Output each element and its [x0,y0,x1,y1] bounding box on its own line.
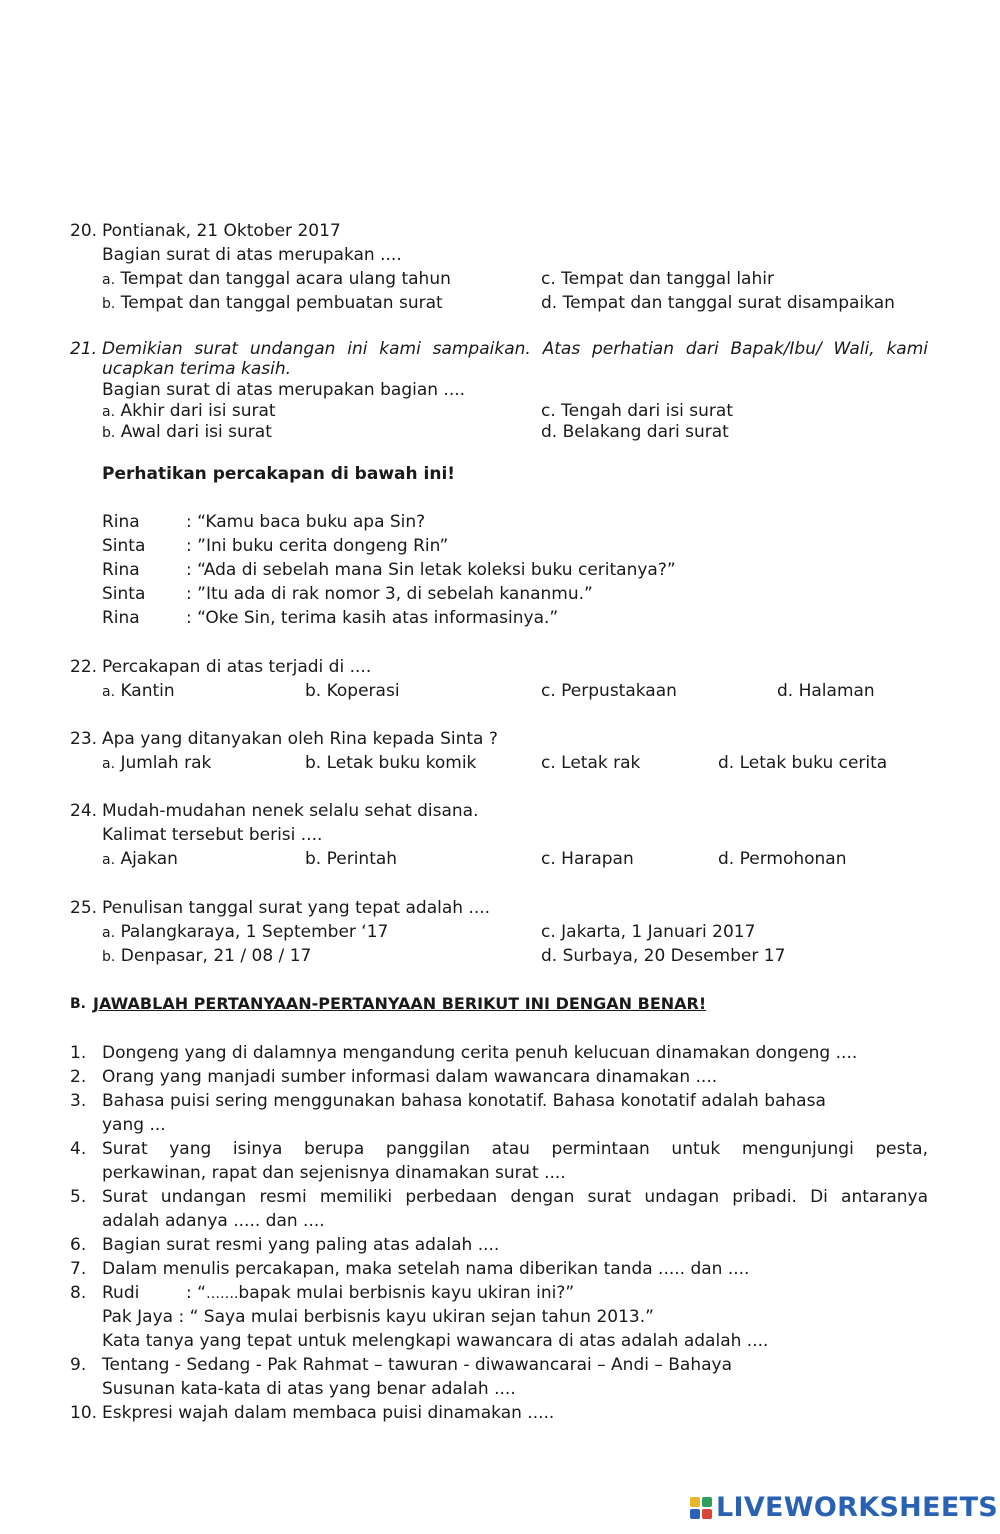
blank-dots: ……. [205,1286,239,1302]
essay-9-line1: Tentang - Sedang - Pak Rahmat – tawuran - diwawancarai – Andi – Bahaya [102,1355,733,1375]
q20-prompt: Bagian surat di atas merupakan .... [102,245,402,265]
q22-option-c[interactable]: c. Perpustakaan [541,681,677,701]
q25-number: 25. [70,898,98,918]
essay-2-text: Orang yang manjadi sumber informasi dalam wawancara dinamakan .... [102,1067,718,1087]
q24-stem: Mudah-mudahan nenek selalu sehat disana. [102,801,479,821]
q25-option-d[interactable]: d. Surbaya, 20 Desember 17 [541,946,786,966]
q20-option-d[interactable]: d. Tempat dan tanggal surat disampaikan [541,293,895,313]
liveworksheets-brand-text: LIVEWORKSHEETS [716,1492,999,1523]
option-text: Awal dari isi surat [120,422,272,442]
logo-square [702,1497,712,1507]
q23-number: 23. [70,729,98,749]
essay-4-number: 4. [70,1139,87,1159]
essay-4-line2: perkawinan, rapat dan sejenisnya dinamakan surat .... [102,1163,566,1183]
q20-number: 20. [70,221,98,241]
dialog-line: : “Oke Sin, terima kasih atas informasinya.” [186,608,559,628]
q25-option-a[interactable] [102,922,388,942]
option-letter: b. [102,949,116,965]
section-b-letter: B. [70,996,86,1012]
option-text: Akhir dari isi surat [120,401,276,421]
logo-square [690,1497,700,1507]
q23-stem: Apa yang ditanyakan oleh Rina kepada Sinta ? [102,729,498,749]
dialog-line: : ”Ini buku cerita dongeng Rin” [186,536,449,556]
essay-5-line1: Surat undangan resmi memiliki perbedaan dengan surat undagan pribadi. Di antaranya [102,1187,928,1207]
q22-option-b[interactable]: b. Koperasi [305,681,400,701]
essay-8-line2: Pak Jaya : “ Saya mulai berbisnis kayu ukiran sejan tahun 2013.” [102,1307,654,1327]
dialog-heading: Perhatikan percakapan di bawah ini! [102,464,456,484]
q24-option-c[interactable]: c. Harapan [541,849,634,869]
essay-9-number: 9. [70,1355,87,1375]
dialog-speaker: Sinta [102,536,146,556]
q21-prompt: Bagian surat di atas merupakan bagian .... [102,380,466,400]
option-letter: a. [102,272,116,288]
q23-option-b[interactable]: b. Letak buku komik [305,753,477,773]
liveworksheets-logo [690,1492,998,1523]
q24-option-d[interactable]: d. Permohonan [718,849,847,869]
option-letter: a. [102,756,116,772]
option-text: Kantin [120,681,175,701]
essay-8-line3: Kata tanya yang tepat untuk melengkapi wawancara di atas adalah adalah .... [102,1331,769,1351]
dialog-line: : ”Itu ada di rak nomor 3, di sebelah kananmu.” [186,584,593,604]
logo-square [690,1509,700,1519]
essay-7-text: Dalam menulis percakapan, maka setelah nama diberikan tanda ..... dan .... [102,1259,750,1279]
essay-10-text: Eskpresi wajah dalam membaca puisi dinamakan ..... [102,1403,555,1423]
option-text: Palangkaraya, 1 September ‘17 [120,922,389,942]
essay-4-line1: Surat yang isinya berupa panggilan atau permintaan untuk mengunjungi pesta, [102,1139,928,1159]
q23-option-c[interactable]: c. Letak rak [541,753,641,773]
option-text: Tempat dan tanggal acara ulang tahun [120,269,451,289]
option-letter: a. [102,925,116,941]
q20-option-a[interactable] [102,269,451,289]
q21-option-b[interactable] [102,422,272,442]
q21-number: 21. [70,339,98,359]
option-letter: b. [102,425,116,441]
option-letter: a. [102,852,116,868]
q22-stem: Percakapan di atas terjadi di .... [102,657,372,677]
logo-square [702,1509,712,1519]
option-text: Jumlah rak [120,753,212,773]
q23-option-d[interactable]: d. Letak buku cerita [718,753,888,773]
essay-3-line2: yang ... [102,1115,166,1135]
dialog-line: : “Kamu baca buku apa Sin? [186,512,426,532]
essay-7-number: 7. [70,1259,87,1279]
option-text: Denpasar, 21 / 08 / 17 [120,946,312,966]
essay-8-line1 [186,1283,574,1303]
dialog-line: : “Ada di sebelah mana Sin letak koleksi buku ceritanya?” [186,560,676,580]
option-letter: b. [102,296,116,312]
q21-stem-line1: Demikian surat undangan ini kami sampaikan. Atas perhatian dari Bapak/Ibu/ Wali, kami [102,339,928,359]
dialog-speaker: Sinta [102,584,146,604]
q21-option-a[interactable] [102,401,276,421]
essay-6-text: Bagian surat resmi yang paling atas adalah .... [102,1235,500,1255]
q24-option-b[interactable]: b. Perintah [305,849,398,869]
section-b-title: JAWABLAH PERTANYAAN-PERTANYAAN BERIKUT INI DENGAN BENAR! [93,994,707,1013]
essay-8-number: 8. [70,1283,87,1303]
q24-prompt: Kalimat tersebut berisi .... [102,825,323,845]
essay-8-speaker: Rudi [102,1283,140,1303]
q20-option-c[interactable]: c. Tempat dan tanggal lahir [541,269,774,289]
essay-2-number: 2. [70,1067,87,1087]
essay-10-number: 10. [70,1403,98,1423]
liveworksheets-logo-icon [690,1497,712,1519]
option-text: Ajakan [120,849,178,869]
q25-option-c[interactable]: c. Jakarta, 1 Januari 2017 [541,922,756,942]
q21-option-d[interactable]: d. Belakang dari surat [541,422,729,442]
q20-option-b[interactable] [102,293,443,313]
dialog-speaker: Rina [102,512,140,532]
q21-stem-line2: ucapkan terima kasih. [102,359,292,379]
essay-9-line2: Susunan kata-kata di atas yang benar adalah .... [102,1379,516,1399]
q24-number: 24. [70,801,98,821]
q25-option-b[interactable] [102,946,311,966]
essay-6-number: 6. [70,1235,87,1255]
essay-1-text: Dongeng yang di dalamnya mengandung cerita penuh kelucuan dinamakan dongeng .... [102,1043,858,1063]
q20-stem: Pontianak, 21 Oktober 2017 [102,221,341,241]
essay-1-number: 1. [70,1043,87,1063]
option-text: Tempat dan tanggal pembuatan surat [120,293,443,313]
quote-open: : “ [186,1283,206,1303]
q21-option-c[interactable]: c. Tengah dari isi surat [541,401,734,421]
essay-5-line2: adalah adanya ..... dan .... [102,1211,325,1231]
dialog-speaker: Rina [102,608,140,628]
option-letter: a. [102,404,116,420]
option-letter: a. [102,684,116,700]
q22-option-a[interactable] [102,681,175,701]
essay-3-line1: Bahasa puisi sering menggunakan bahasa konotatif. Bahasa konotatif adalah bahasa [102,1091,826,1111]
essay-5-number: 5. [70,1187,87,1207]
quote-text: bapak mulai berbisnis kayu ukiran ini?” [238,1283,575,1303]
q23-option-a[interactable] [102,753,211,773]
q24-option-a[interactable] [102,849,178,869]
q22-number: 22. [70,657,98,677]
q25-stem: Penulisan tanggal surat yang tepat adalah .... [102,898,491,918]
dialog-speaker: Rina [102,560,140,580]
essay-3-number: 3. [70,1091,87,1111]
q22-option-d[interactable]: d. Halaman [777,681,875,701]
